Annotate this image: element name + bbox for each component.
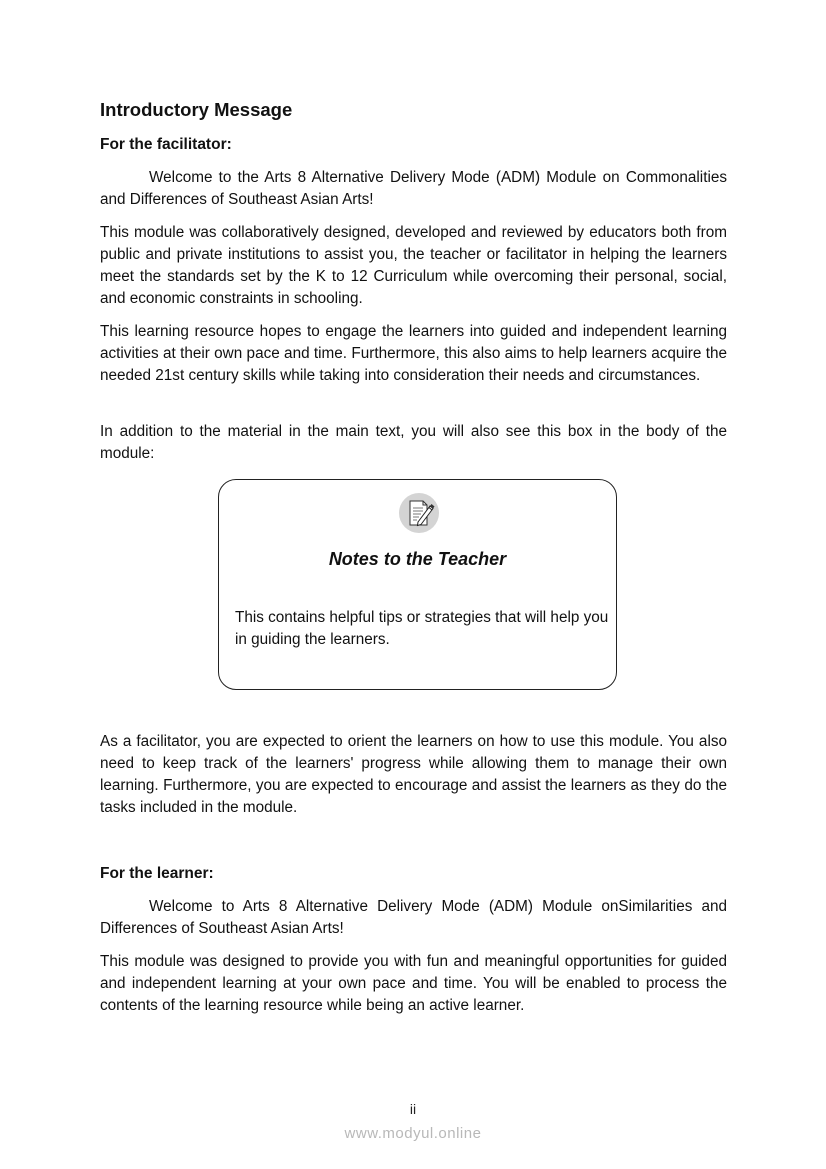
notepad-pencil-icon: [399, 493, 439, 533]
facilitator-closing-paragraph: As a facilitator, you are expected to orient the learners on how to use this module. You also need to keep track of the learners' progress while allowing them to manage their own learning. Furthermore, you are expected to encourage and assist the learners as they do the tasks included in the module.: [100, 733, 727, 816]
facilitator-module-paragraph: This module was collaboratively designed, developed and reviewed by educators both from public and private institutions to assist you, the teacher or facilitator in helping the learners meet the standards set by the K to 12 Curriculum while overcoming their personal, social, and economic constraints in schooling.: [100, 224, 727, 307]
learner-module-paragraph: This module was designed to provide you with fun and meaningful opportunities for guided and independent learning at your own pace and time. You will be enabled to process the contents of the learning resource while being an active learner.: [100, 953, 727, 1014]
facilitator-welcome-paragraph: Welcome to the Arts 8 Alternative Delivery Mode (ADM) Module on Commonalities and Differences of Southeast Asian Arts!: [100, 169, 727, 208]
learner-heading: For the learner:: [100, 865, 214, 882]
page-title: Introductory Message: [100, 99, 293, 120]
notes-box-text: This contains helpful tips or strategies that will help you in guiding the learners.: [235, 609, 609, 648]
notes-box-title: Notes to the Teacher: [328, 549, 507, 569]
facilitator-heading: For the facilitator:: [100, 136, 232, 153]
learner-welcome-paragraph: Welcome to Arts 8 Alternative Delivery Mode (ADM) Module onSimilarities and Differences of Southeast Asian Arts!: [100, 898, 727, 937]
notes-to-teacher-box: [218, 479, 617, 690]
watermark: www.modyul.online: [344, 1125, 482, 1142]
facilitator-box-intro-paragraph: In addition to the material in the main text, you will also see this box in the body of the module:: [100, 423, 727, 462]
page-number: ii: [409, 1101, 417, 1117]
facilitator-resource-paragraph: This learning resource hopes to engage the learners into guided and independent learning activities at their own pace and time. Furthermore, this also aims to help learners acquire the needed 21st century skills while taking into consideration their needs and circumstances.: [100, 323, 727, 384]
